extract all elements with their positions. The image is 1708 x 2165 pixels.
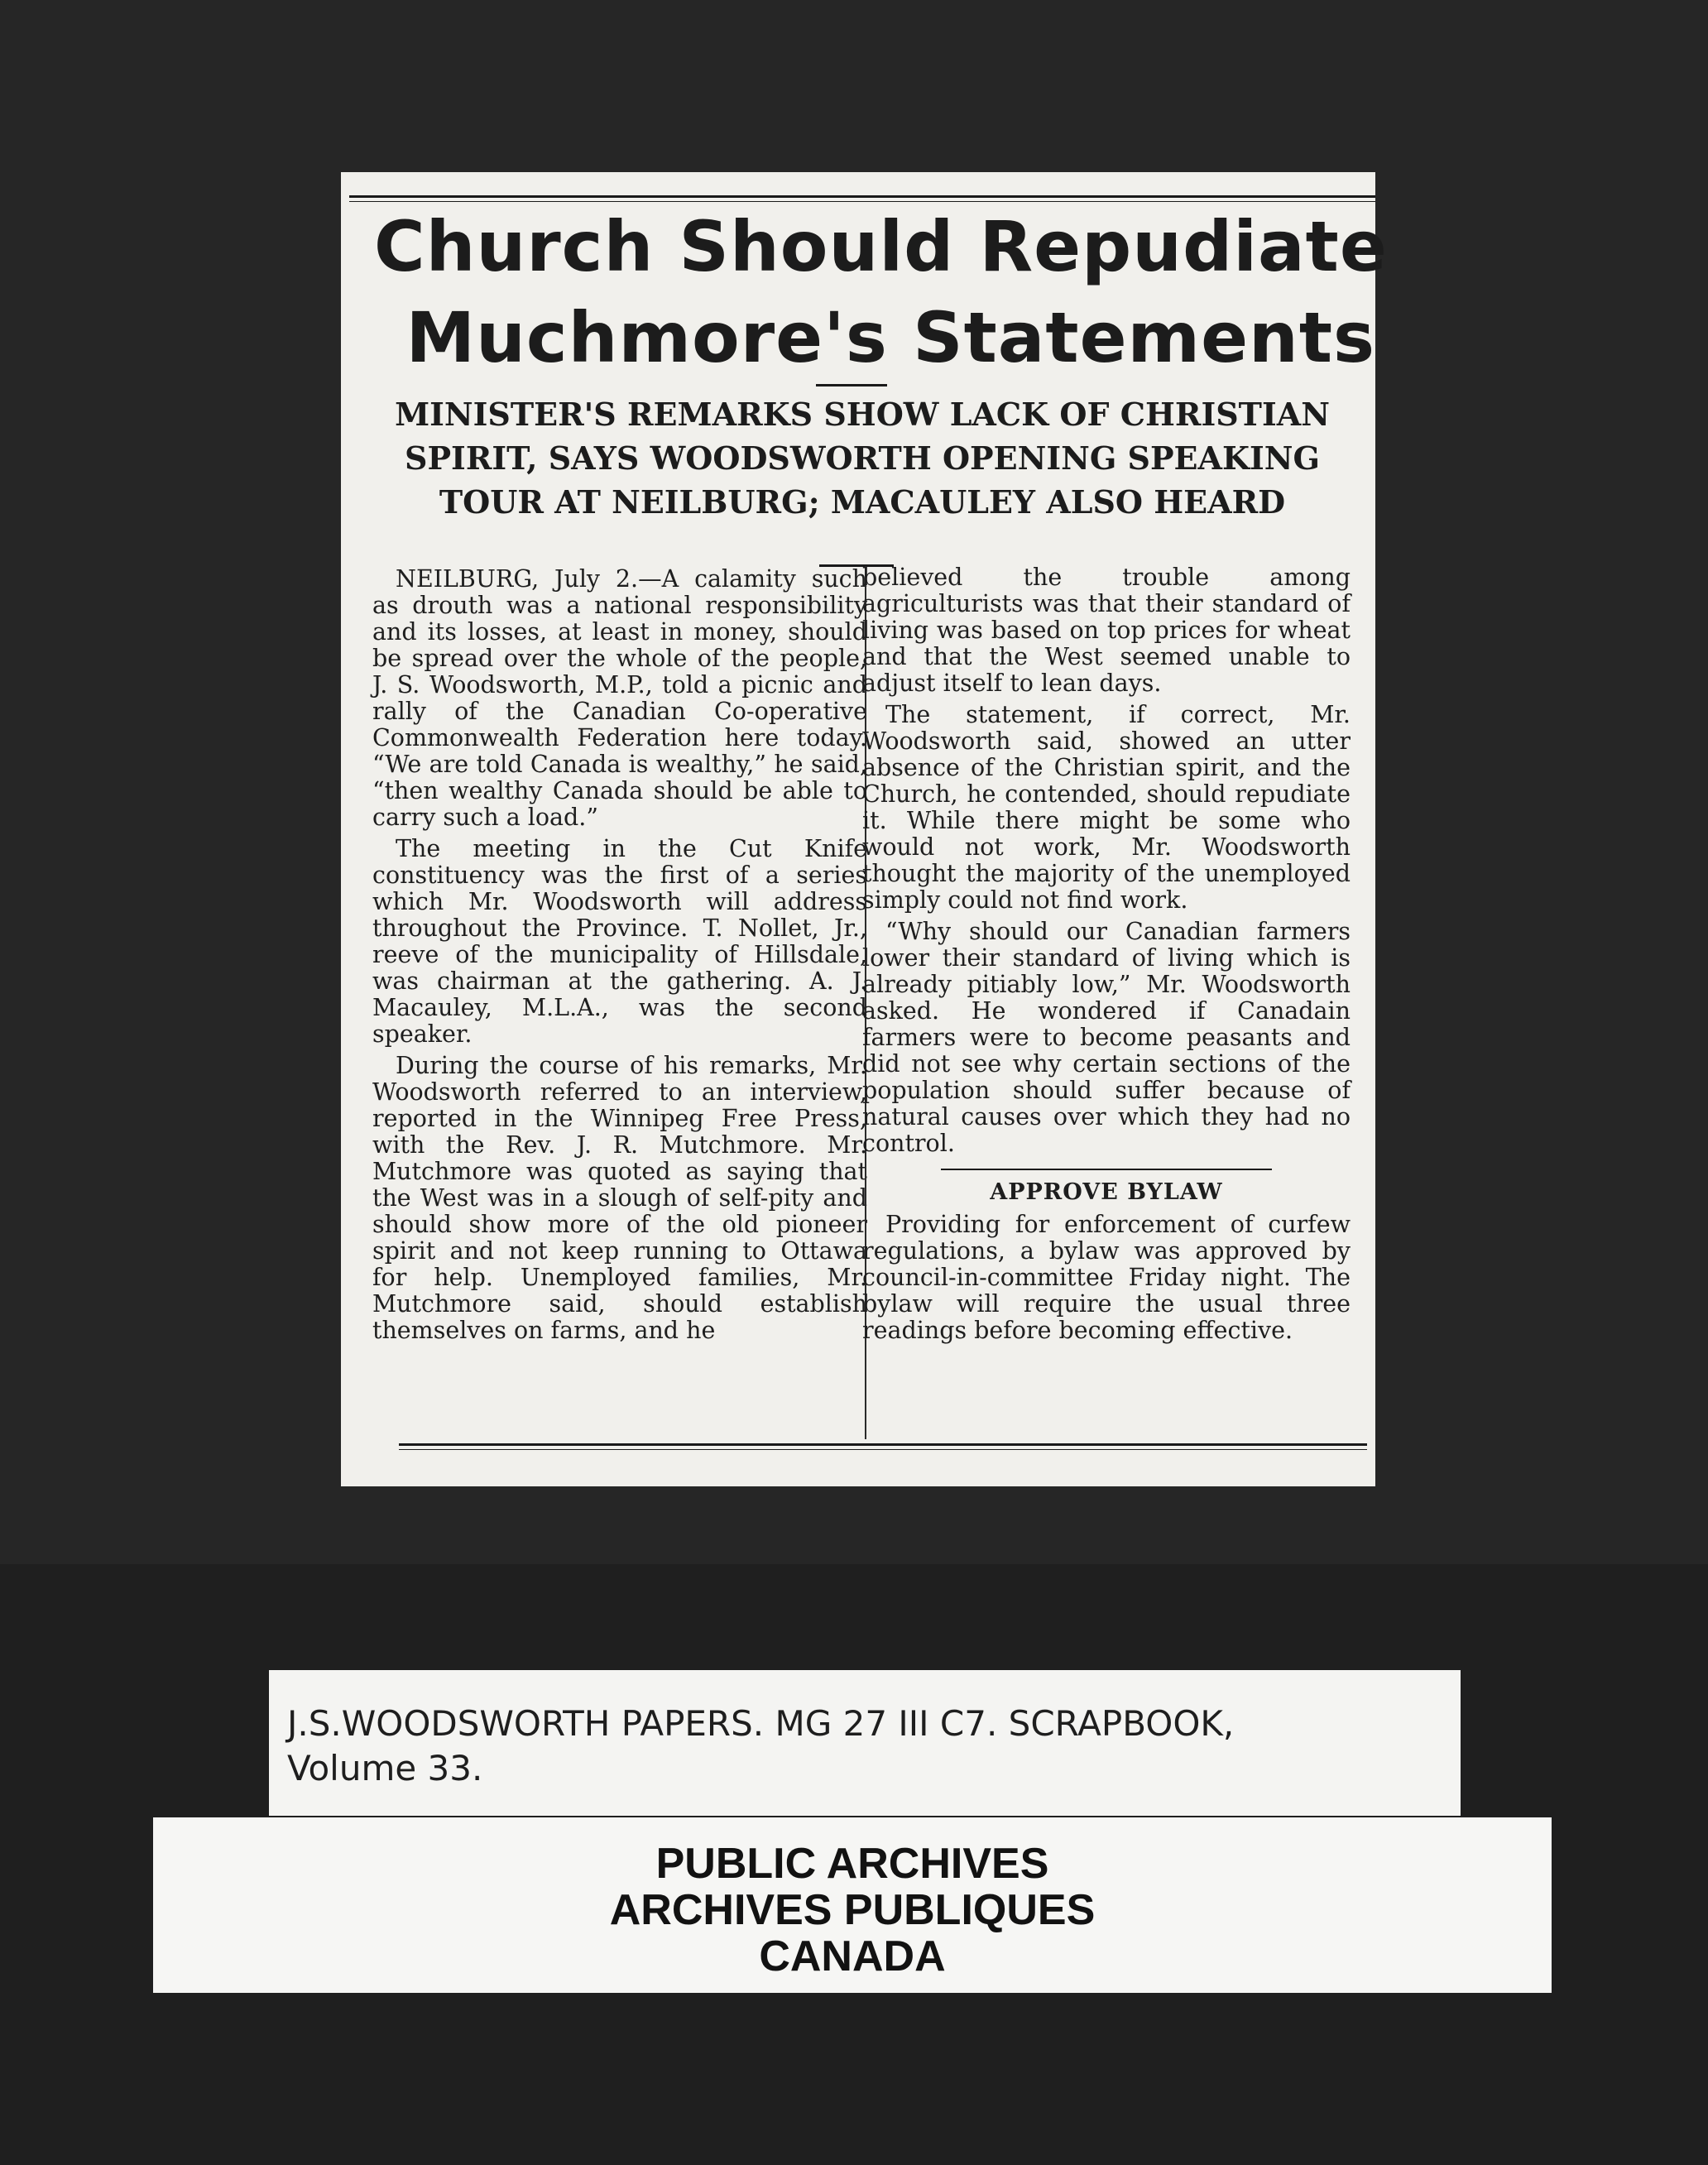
archive-reference-line-2: Volume 33.: [287, 1748, 483, 1788]
newspaper-clipping: [341, 172, 1388, 1486]
article-paragraph: Providing for enforcement of curfew regulations, a bylaw was approved by council-in-committee Friday night. The bylaw will require the usual three readings before becoming effective.: [862, 1211, 1351, 1344]
headline-line-1: Church Should Repudiate: [374, 206, 1388, 287]
top-rule: [349, 195, 1375, 202]
article-column-left: [372, 566, 867, 1349]
archive-stamp-line-1: PUBLIC ARCHIVES: [655, 1840, 1049, 1888]
article-paragraph: NEILBURG, July 2.—A calamity such as drouth was a national responsibility and its losses, at least in money, should be spread over the whole of the people, J. S. Woodsworth, M.P., told a picnic and rally of the Canadian Co-operative Commonwealth Federation here today. “We are told Canada is wealthy,” he said, “then wealthy Canada should be able to carry such a load.”: [372, 565, 867, 831]
article-paragraph: During the course of his remarks, Mr. Woodsworth referred to an interview, reported in the Winnipeg Free Press, with the Rev. J. R. Mutchmore. Mr. Mutchmore was quoted as saying that the West was in a slough of self-pity and should show more of the old pioneer spirit and not keep running to Ottawa for help. Unemployed families, Mr. Mutchmore said, should establish themselves on farms, and he: [372, 1052, 867, 1344]
article-paragraph: The statement, if correct, Mr. Woodsworth said, showed an utter absence of the Christian spirit, and the Church, he contended, should repudiate it. While there might be some who would not work, Mr. Woodsworth thought the majority of the unemployed simply could not find work.: [862, 701, 1351, 914]
article-column-right: [862, 564, 1351, 1349]
section-rule: [941, 1169, 1272, 1170]
archive-reference-label: [269, 1670, 1461, 1816]
archive-stamp-label: [153, 1817, 1552, 1993]
article-paragraph: “Why should our Canadian farmers lower their standard of living which is already pitiably low,” Mr. Woodsworth asked. He wondered if Canadain farmers were to become peasants and did not see why certain sections of the population should suffer because of natural causes over which they had no control.: [862, 918, 1351, 1157]
deck-line-3: TOUR AT NEILBURG; MACAULEY ALSO HEARD: [439, 483, 1286, 521]
headline-divider: [816, 384, 887, 386]
archive-stamp-line-2: ARCHIVES PUBLIQUES: [609, 1886, 1096, 1934]
archive-stamp-line-3: CANADA: [759, 1932, 946, 1980]
deck-headline: [357, 392, 1367, 524]
headline-line-2: Muchmore's Statements: [405, 297, 1375, 378]
archive-reference-line-1: J.S.WOODSWORTH PAPERS. MG 27 III C7. SCRAPBOOK,: [287, 1703, 1235, 1744]
article-paragraph: believed the trouble among agriculturists was that their standard of living was based on top prices for wheat and that the West seemed unable to adjust itself to lean days.: [862, 564, 1351, 697]
deck-line-2: SPIRIT, SAYS WOODSWORTH OPENING SPEAKING: [405, 439, 1320, 477]
bottom-rule: [399, 1443, 1367, 1450]
deck-line-1: MINISTER'S REMARKS SHOW LACK OF CHRISTIAN: [395, 396, 1330, 433]
subheading-approve-bylaw: APPROVE BYLAW: [990, 1179, 1223, 1205]
article-paragraph: The meeting in the Cut Knife constituency was the first of a series which Mr. Woodsworth will address throughout the Province. T. Nollet, Jr., reeve of the municipality of Hillsdale, was chairman at the gathering. A. J. Macauley, M.L.A., was the second speaker.: [372, 835, 867, 1048]
